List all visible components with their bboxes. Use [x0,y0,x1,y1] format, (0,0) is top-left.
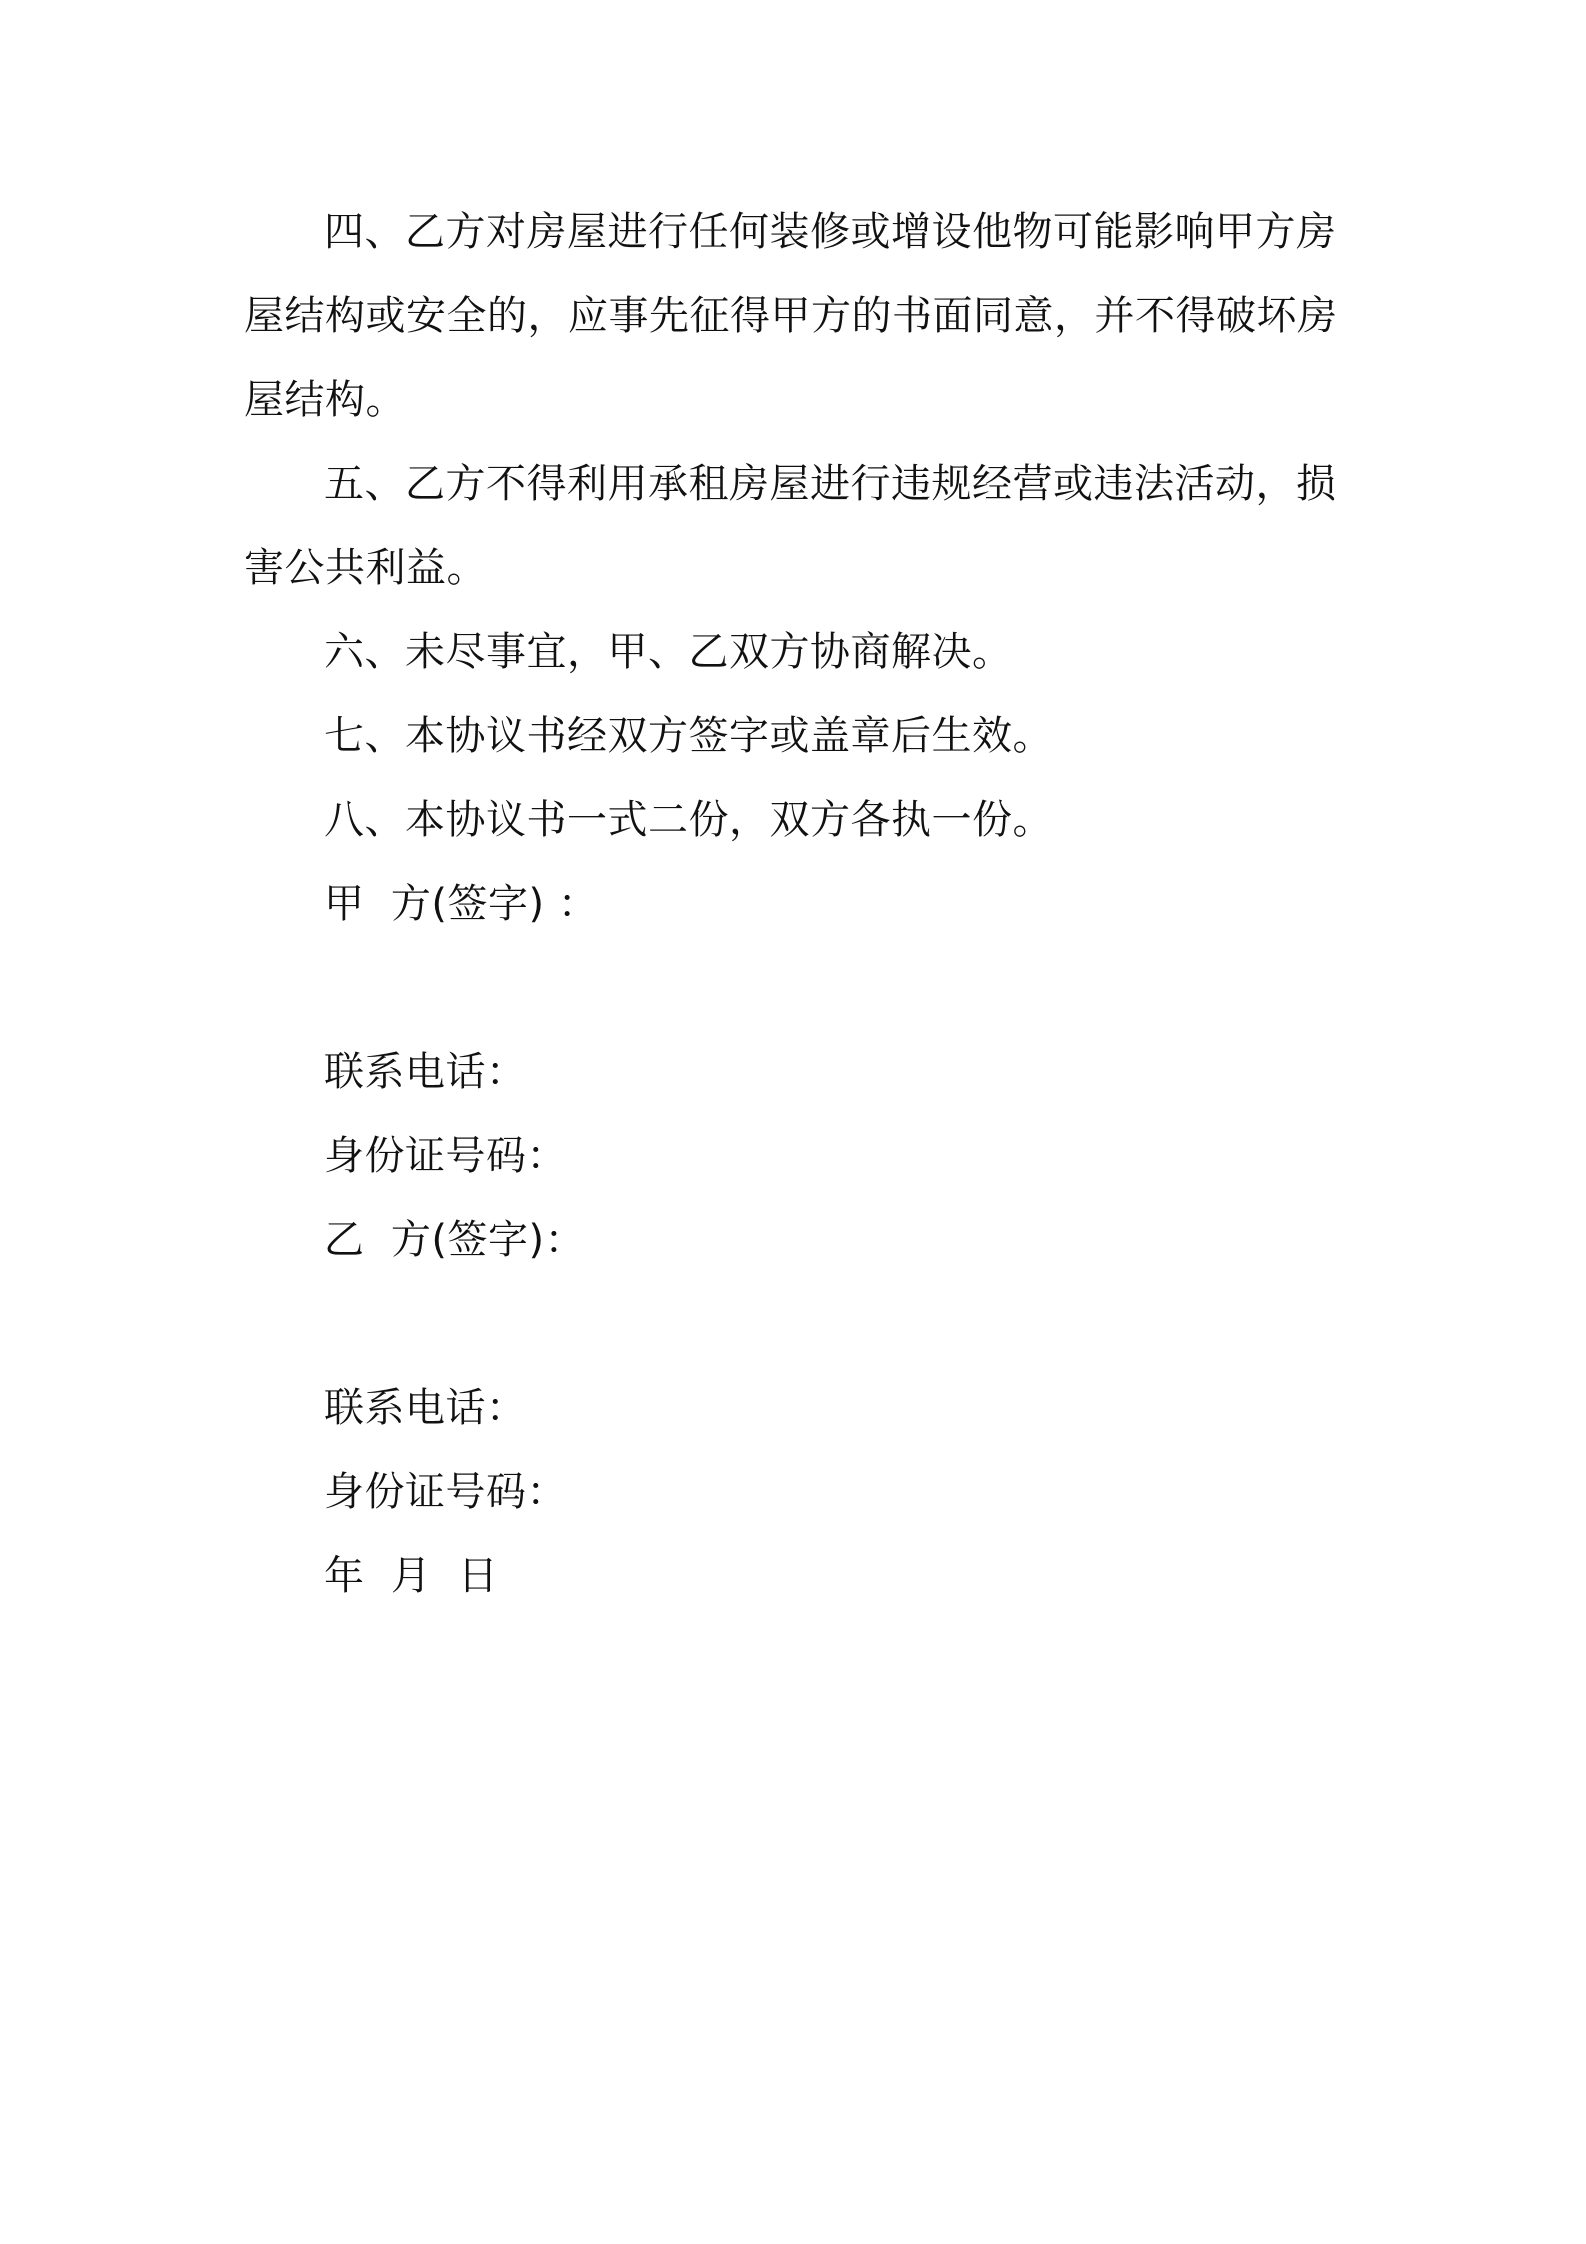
party-b-signature-label: 乙 方(签字)： [324,1217,586,1263]
party-a-signature-label: 甲 方(签字) ： [324,881,599,927]
clause-6: 六、未尽事宜，甲、乙双方协商解决。 [324,629,1013,675]
clause-4: 四、乙方对房屋进行任何装修或增设他物可能影响甲方房屋结构或安全的，应事先征得甲方的书面同意，并不得破坏房屋结构。 [244,209,1338,423]
party-b-phone-label: 联系电话： [324,1385,527,1431]
party-a-signature-space [244,946,1354,1030]
party-a-phone-label: 联系电话： [324,1049,527,1095]
party-b-id-label: 身份证号码： [324,1469,567,1515]
clause-5: 五、乙方不得利用承租房屋进行违规经营或违法活动，损害公共利益。 [244,461,1337,591]
party-a-id-label: 身份证号码： [324,1133,567,1179]
party-b-signature-space [244,1282,1354,1366]
clause-8: 八、本协议书一式二份，双方各执一份。 [324,797,1053,843]
date-label: 年 月 日 [324,1553,499,1599]
document-body [244,190,1354,1618]
clause-7: 七、本协议书经双方签字或盖章后生效。 [324,713,1053,759]
